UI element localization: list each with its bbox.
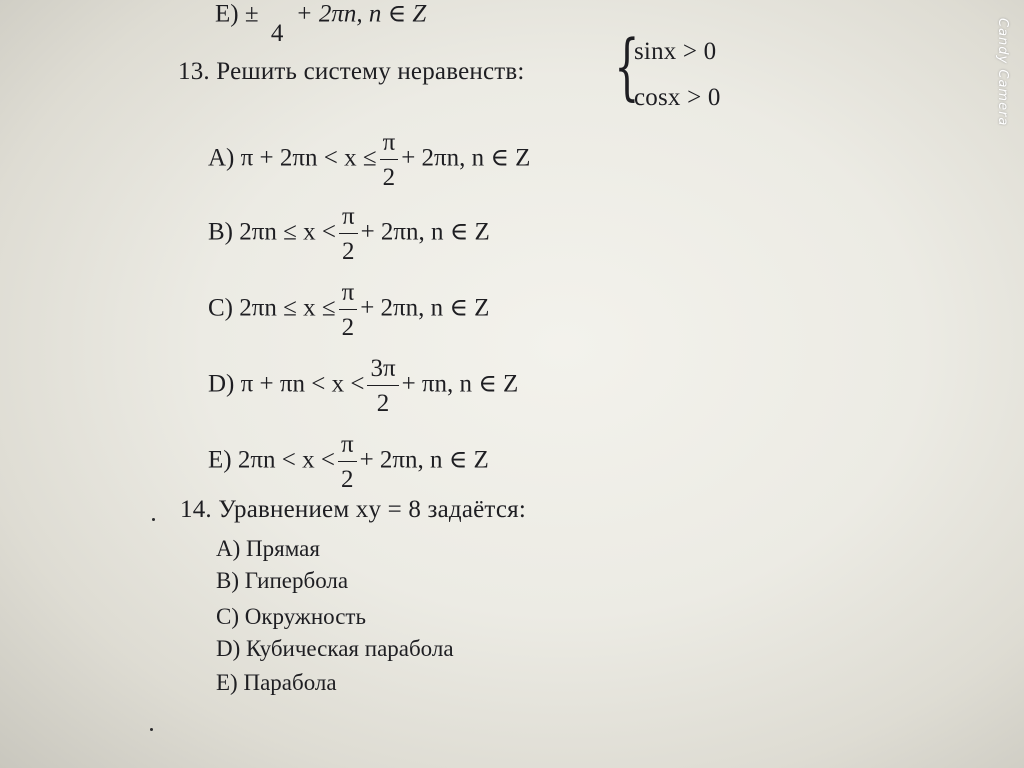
fragment-label: E) — [215, 0, 239, 28]
option-left-expr: 2πn < x < — [237, 446, 335, 474]
fraction-denominator: 2 — [382, 164, 396, 191]
fragment-denominator: 4 — [270, 20, 284, 47]
option-fraction — [339, 280, 358, 340]
previous-answer-fragment — [215, 0, 426, 46]
option-right-expr: + 2πn, n ∈ Z — [360, 294, 490, 322]
answer-option: E) Парабола — [216, 670, 337, 695]
fraction-denominator: 2 — [376, 390, 390, 417]
option-left-expr: 2πn ≤ x ≤ — [239, 294, 336, 322]
option-right-expr: + 2πn, n ∈ Z — [359, 446, 489, 474]
option-left-expr: π + πn < x < — [240, 370, 365, 398]
fraction-numerator: π — [339, 204, 358, 234]
question-13-text: 13. Решить системy неравенств: — [178, 58, 525, 85]
option-label: A) — [208, 144, 235, 172]
fragment-fraction — [268, 0, 287, 46]
option-d — [208, 356, 518, 416]
option-left-expr: π + 2πn < x ≤ — [240, 144, 377, 172]
option-right-expr: + πn, n ∈ Z — [401, 370, 519, 398]
camera-watermark: Candy Camera — [995, 18, 1010, 127]
answer-option: A) Прямая — [216, 536, 320, 561]
option-fraction — [367, 356, 398, 416]
system-line-2: cosx > 0 — [634, 84, 721, 111]
option-label: B) — [208, 218, 233, 246]
paper-speck — [152, 518, 155, 521]
paper-speck — [150, 728, 153, 731]
fraction-numerator: 3π — [367, 356, 398, 386]
fragment-pm: ± — [244, 0, 259, 28]
answer-option: B) Гипербола — [216, 568, 349, 593]
question-14-text: 14. Уравнением xy = 8 задаётся: — [180, 496, 527, 523]
answer-option: D) Кубическая парабола — [216, 636, 454, 661]
option-a — [208, 130, 530, 190]
option-fraction — [338, 432, 357, 492]
system-line-1: sinx > 0 — [634, 38, 717, 65]
option-right-expr: + 2πn, n ∈ Z — [360, 218, 490, 246]
fraction-denominator: 2 — [342, 238, 355, 265]
system-brace: { — [614, 24, 640, 108]
answer-option: C) Окружность — [216, 604, 366, 629]
fraction-numerator: π — [380, 130, 399, 160]
option-b — [208, 204, 490, 264]
fraction-numerator: π — [339, 280, 358, 310]
option-e — [208, 432, 489, 492]
option-label: E) — [208, 446, 232, 474]
option-right-expr: + 2πn, n ∈ Z — [401, 144, 531, 172]
option-label: C) — [208, 294, 233, 322]
fraction-denominator: 2 — [341, 466, 354, 493]
option-fraction — [380, 130, 399, 190]
fragment-tail: + 2πn, n ∈ Z — [295, 0, 427, 28]
option-label: D) — [208, 370, 235, 398]
fraction-numerator: π — [338, 432, 357, 462]
option-c — [208, 280, 489, 340]
option-left-expr: 2πn ≤ x < — [239, 218, 336, 246]
fraction-denominator: 2 — [341, 314, 355, 341]
option-fraction — [339, 204, 358, 264]
